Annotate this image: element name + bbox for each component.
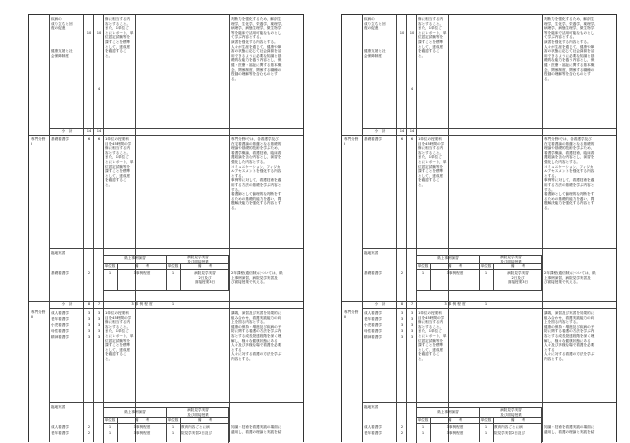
unit-value: 1: [108, 271, 112, 275]
page-left: [28, 14, 304, 442]
remark-value: 3事例程度: [133, 425, 151, 429]
column-rule: [103, 15, 104, 442]
practicum-col-header: 病院見学実習 及び面接授業: [500, 255, 522, 264]
unit-value: 1: [484, 425, 488, 429]
subject-name: 成人看護学: [51, 311, 69, 315]
credit-cell: 10: [409, 31, 415, 35]
practicum-col-header: 紙上事例演習: [437, 256, 459, 260]
credit-cell: 3: [97, 335, 101, 339]
column-rule: [542, 15, 543, 442]
row-rule: [342, 135, 616, 136]
subject-name: 基礎看護学: [51, 137, 69, 141]
subject-name: 老年看護学: [364, 317, 382, 321]
unit-value: 1: [171, 271, 175, 275]
unit-header: 単位数: [417, 264, 429, 268]
credit-cell: 3: [87, 311, 91, 315]
subject-name: 母性看護学: [51, 329, 69, 333]
practicum-label: 臨地実習: [364, 405, 379, 409]
page-right: [341, 14, 617, 442]
credit-cell: 3: [97, 329, 101, 333]
remark-value: 3事例程度: [446, 431, 464, 435]
section-label: 専門分野 Ⅱ: [344, 310, 359, 319]
credit-cell: 2: [400, 431, 404, 435]
subtotal-value: 14: [409, 129, 415, 133]
practicum-note: 2年課程(通信制)については，紙 上事例演習，病院見学実習及 び面接授業で代える。: [544, 271, 596, 285]
remark-value: 3事例程度: [446, 425, 464, 429]
remark-value: 教育内容ごとに病: [181, 425, 210, 429]
method-text: 修に相当する内 容とすること。 また，1単位ご とにレポート，単 位認定試験等を 課すことを標準 として，達成度 を確認するこ と。: [105, 17, 134, 58]
method-text: 1単位の授業科 目を45時間の学 修に相当する内 容とすること。 また，1単位ご とにレポート，単 位認定試験等を 課すことを標準 として，達成度 を確認するこ と。: [105, 311, 134, 361]
credit-cell: 10: [96, 31, 102, 35]
unit-value: 1: [108, 431, 112, 435]
practicum-col-header: 病院見学実習 及び面接授業: [500, 408, 522, 417]
content-text: 判断力を強化するため，解剖生 理学，生化学，栄養学，薬理学， 病理学，病態生理学，微生物学 等を臨床で活用可能なものとし て学ぶ内容とする。 演習を強化する内容とする。 人々が生涯を通じて，健康や障 害の状態に応じて社会資源を活 用できるように必要な知識と基 礎的な能力を養う内容とし，保 健・医療・福祉に関する基本概 念，関係制度，関係する職種の 役割の理解等を含むものとす る。: [231, 17, 285, 81]
credit-cell: 3: [400, 317, 404, 321]
credit-cell: 6: [87, 137, 91, 141]
credit-cell: 10: [86, 31, 92, 35]
method-text: 修に相当する内 容とすること。 また，1単位ご とにレポート，単 位認定試験等を 課すことを標準 として，達成度 を確認するこ と。: [418, 17, 447, 58]
unit-header: 単位数: [104, 418, 116, 422]
credit-cell: 3: [400, 311, 404, 315]
unit-value: 1: [484, 271, 488, 275]
remark-value: 3事例程度: [133, 431, 151, 435]
remark-header: 備 考: [447, 264, 463, 268]
remark-header: 備 考: [510, 264, 526, 268]
credit-cell: 2: [87, 425, 91, 429]
unit-header: 単位数: [480, 418, 492, 422]
remark-value: 院見学実習2日及び: [181, 431, 213, 435]
unit-header: 単位数: [480, 264, 492, 268]
row-rule: [362, 308, 616, 309]
practicum-label: 臨地実習: [364, 251, 379, 255]
practicum-note: 知識・技術を看護実践の場面に 適用し，看護の理論と実践を結: [231, 425, 282, 434]
credit-cell: 10: [399, 31, 405, 35]
column-rule: [49, 15, 50, 442]
credit-cell: 3: [97, 323, 101, 327]
column-rule: [93, 15, 94, 442]
section-label: 専門分野 Ⅰ: [31, 137, 46, 146]
unit-header: 単位数: [167, 264, 179, 268]
subject-group-label: 疾病の 成り立ちと回 復の促進 健康支援と社 会保障制度: [51, 17, 73, 58]
practicum-col-header: 紙上事例演習: [124, 410, 146, 414]
unit-value: 1: [484, 431, 488, 435]
credit-cell: 2: [87, 431, 91, 435]
subtotal-value: 8: [400, 302, 404, 306]
subject-name: 老年看護学: [51, 431, 69, 435]
practicum-label: 臨地実習: [51, 251, 66, 255]
row-rule: [362, 248, 616, 249]
subtotal-label: 小 計: [374, 129, 386, 133]
subject-name: 小児看護学: [51, 323, 69, 327]
credit-cell: 3: [410, 311, 414, 315]
subtotal-label: 小 計: [61, 129, 73, 133]
credit-cell: 3: [87, 335, 91, 339]
practicum-col-header: 紙上事例演習: [124, 256, 146, 260]
subject-name: 精神看護学: [51, 335, 69, 339]
remark-header: 備 考: [134, 264, 150, 268]
remark-value: 院見学実習2日及び: [494, 431, 526, 435]
credit-cell: 3: [410, 317, 414, 321]
credit-cell: 6: [400, 137, 404, 141]
content-text: 判断力を強化するため，解剖生 理学，生化学，栄養学，薬理学， 病理学，病態生理学，微生物学 等を臨床で活用可能なものとし て学ぶ内容とする。 演習を強化する内容とする。 人々が生涯を通じて，健康や障 害の状態に応じて社会資源を活 用できるように必要な知識と基 礎的な能力を養う内容とし，保 健・医療・福祉に関する基本概 念，関係制度，関係する職種の 役割の理解等を含むものとす る。: [544, 17, 598, 81]
practicum-note: 2年課程(通信制)については，紙 上事例演習，病院見学実習及 び面接授業で代える。: [231, 271, 283, 285]
subtotal-value: 7: [97, 302, 101, 306]
remark-value: 3事例程度: [133, 271, 151, 275]
practicum-note: 知識・技術を看護実践の場面に 適用し，看護の理論と実践を結: [544, 425, 595, 434]
column-rule: [448, 15, 449, 442]
credit-cell: 3: [87, 317, 91, 321]
unit-value: 1: [421, 431, 425, 435]
unit-value: 1: [171, 425, 175, 429]
column-rule: [83, 15, 84, 442]
row-rule: [29, 135, 303, 136]
credit-cell: 3: [400, 329, 404, 333]
subject-name: 成人看護学: [364, 425, 382, 429]
subtotal-value: 14: [399, 129, 405, 133]
subject-name: 精神看護学: [364, 335, 382, 339]
content-text: 講義，演習及び実習を効果的に 組み合わせ，看護実践能力の向 上を図る内容とする。 健康の保持・増進及び疾病の予 防に関する看護の方法を学ぶ内 容とする成長発達段階を深く理 解し，様々な健康状態にある 人々及び多様な場で看護を必要 とする 人々に対する看護の方法を学ぶ 内容とする。: [544, 311, 595, 361]
remark-value: 3事例程度: [446, 271, 464, 275]
subject-name: 老年看護学: [364, 431, 382, 435]
column-rule: [416, 15, 417, 442]
unit-value: 1: [171, 431, 175, 435]
method-text: 1単位の授業科 目を45時間の学 修に相当する内 容とすること。 また，1単位ご とにレポート，単 位認定試験等を 課すことを標準 として，達成度 を確認するこ と。: [105, 137, 134, 187]
row-rule: [362, 402, 616, 403]
remark-header: 備 考: [197, 418, 213, 422]
remark-header: 備 考: [134, 418, 150, 422]
credit-cell: 6: [97, 137, 101, 141]
unit-value: 1: [421, 271, 425, 275]
practicum-label: 臨地実習: [51, 405, 66, 409]
row-rule: [49, 308, 303, 309]
subtotal-label: 小 計: [61, 302, 73, 306]
unit-header: 単位数: [104, 264, 116, 268]
subtotal-value: 7: [410, 302, 414, 306]
credit-cell: 3: [87, 323, 91, 327]
section-label: 専門分野 Ⅰ: [344, 137, 359, 146]
remark-header: 備 考: [197, 264, 213, 268]
subject-name: 基礎看護学: [51, 271, 69, 275]
subject-name: 母性看護学: [364, 329, 382, 333]
credit-cell: 3: [410, 323, 414, 327]
unit-value: 1: [108, 425, 112, 429]
subtotal-value: 14: [96, 129, 102, 133]
column-rule: [135, 15, 136, 442]
subject-group-label: 疾病の 成り立ちと回 復の促進 健康支援と社 会保障制度: [364, 17, 386, 58]
content-text: 専門分野Ⅰでは，各看護学及び 在宅看護論の基盤となる基礎的 理論や基礎的技術を学ぶため， 看護学概論，看護技術，臨床看 護総論を含む内容とし，演習を 強化した内容とする。 コミュニケーション，フィジカ ルアセスメントを強化する内容 とする。 事例等に対して，看護技術を適 用する方法の基礎を学ぶ内容と する。 看護師として倫理的な判断をす るための基礎的能力を養い，問 題解決能力を強化する内容とす る。: [544, 137, 595, 210]
credit-cell: 4: [97, 87, 101, 91]
subtotal-value: 3 事 例 程 度: [131, 302, 153, 306]
subtotal-value: 8: [87, 302, 91, 306]
credit-cell: 3: [410, 329, 414, 333]
credit-cell: 3: [410, 335, 414, 339]
content-text: 専門分野Ⅰでは，各看護学及び 在宅看護論の基盤となる基礎的 理論や基礎的技術を学ぶため， 看護学概論，看護技術，臨床看 護総論を含む内容とし，演習を 強化した内容とする。 コミュニケーション，フィジカ ルアセスメントを強化する内容 とする。 事例等に対して，看護技術を適 用する方法の基礎を学ぶ内容と する。 看護師として倫理的な判断をす るための基礎的能力を養い，問 題解決能力を強化する内容とす る。: [231, 137, 282, 210]
credit-cell: 6: [410, 137, 414, 141]
credit-cell: 2: [87, 271, 91, 275]
practicum-col-header: 病院見学実習 及び面接授業: [187, 255, 209, 264]
subject-name: 成人看護学: [364, 311, 382, 315]
subtotal-value: 14: [86, 129, 92, 133]
content-text: 講義，演習及び実習を効果的に 組み合わせ，看護実践能力の向 上を図る内容とする。 健康の保持・増進及び疾病の予 防に関する看護の方法を学ぶ内 容とする成長発達段階を深く理 解し，様々な健康状態にある 人々及び多様な場で看護を必要 とする 人々に対する看護の方法を学ぶ 内容とする。: [231, 311, 282, 361]
subtotal-label: 小 計: [374, 302, 386, 306]
subtotal-value: 3 事 例 程 度: [444, 302, 466, 306]
subject-name: 基礎看護学: [364, 271, 382, 275]
subject-name: 基礎看護学: [364, 137, 382, 141]
credit-cell: 3: [400, 335, 404, 339]
credit-cell: 2: [400, 425, 404, 429]
credit-cell: 3: [97, 311, 101, 315]
unit-header: 単位数: [417, 418, 429, 422]
remark-value: 教育内容ごとに病: [494, 425, 523, 429]
practicum-col-header: 病院見学実習 及び面接授業: [187, 408, 209, 417]
credit-cell: 3: [87, 329, 91, 333]
practicum-col-header: 紙上事例演習: [437, 410, 459, 414]
subtotal-value: 1: [484, 302, 488, 306]
remark-value: 病院見学実習 2日及び 面接授業3日: [194, 271, 216, 285]
row-rule: [49, 248, 303, 249]
row-rule: [49, 402, 303, 403]
remark-header: 備 考: [510, 418, 526, 422]
credit-cell: 2: [400, 271, 404, 275]
credit-cell: 4: [410, 87, 414, 91]
unit-header: 単位数: [167, 418, 179, 422]
subject-name: 成人看護学: [51, 425, 69, 429]
column-rule: [362, 15, 363, 442]
method-text: 1単位の授業科 目を45時間の学 修に相当する内 容とすること。 また，1単位ご とにレポート，単 位認定試験等を 課すことを標準 として，達成度 を確認するこ と。: [418, 311, 447, 361]
subtotal-value: 1: [171, 302, 175, 306]
remark-value: 病院見学実習 2日及び 面接授業3日: [507, 271, 529, 285]
credit-cell: 3: [97, 317, 101, 321]
section-label: 専門分野 Ⅱ: [31, 310, 46, 319]
remark-header: 備 考: [447, 418, 463, 422]
column-rule: [229, 15, 230, 442]
unit-value: 1: [421, 425, 425, 429]
column-rule: [406, 15, 407, 442]
column-rule: [396, 15, 397, 442]
method-text: 1単位の授業科 目を45時間の学 修に相当する内 容とすること。 また，1単位ご とにレポート，単 位認定試験等を 課すことを標準 として，達成度 を確認するこ と。: [418, 137, 447, 187]
credit-cell: 3: [400, 323, 404, 327]
subject-name: 小児看護学: [364, 323, 382, 327]
subject-name: 老年看護学: [51, 317, 69, 321]
